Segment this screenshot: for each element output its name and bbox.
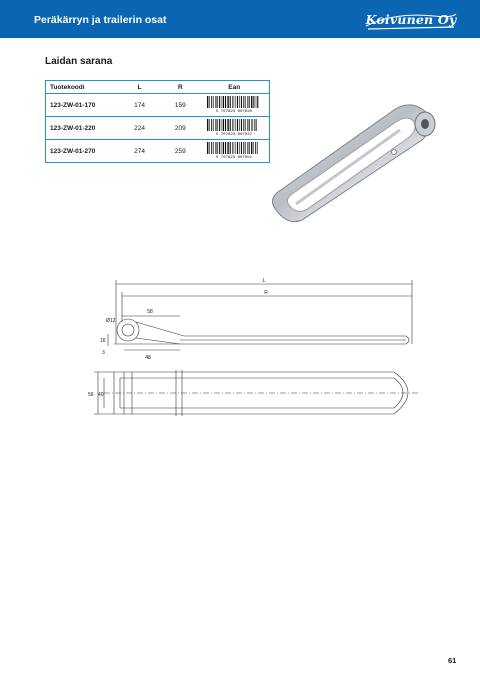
barcode-bar [210, 142, 211, 154]
row-code: 123-ZW-01-170 [46, 94, 119, 117]
barcode-bar [234, 142, 235, 154]
barcode-bar [249, 142, 250, 154]
barcode-bar [251, 119, 252, 131]
barcode-bar [223, 119, 224, 131]
row-l: 224 [118, 117, 161, 140]
barcode-bar [207, 96, 208, 108]
barcode-bar [215, 119, 216, 131]
barcode-bar [213, 119, 214, 131]
barcode-bar [245, 96, 246, 108]
barcode-bar [237, 96, 238, 108]
barcode-bar [240, 96, 241, 108]
company-logo [364, 10, 458, 32]
barcode-bar [217, 142, 218, 154]
section-title: Laidan sarana [45, 56, 113, 67]
barcode-bar [247, 119, 248, 131]
table-row [46, 117, 270, 140]
barcode-bar [225, 142, 226, 154]
dim-label-56: 56 [88, 392, 94, 398]
barcode-bar [240, 119, 241, 131]
barcode-bar [211, 96, 212, 108]
column-header-ean: Ean [200, 81, 270, 94]
dim-label-48: 48 [145, 355, 151, 361]
barcode-bar [207, 119, 208, 131]
barcode-number: 5 707823 007051 [216, 156, 253, 159]
barcode-bar [210, 119, 211, 131]
barcode-bar [240, 142, 241, 154]
column-header-code: Tuotekoodi [46, 81, 119, 94]
barcode-bar [221, 96, 222, 108]
page-header [0, 0, 480, 38]
logo-text: Koivunen Oy [365, 12, 457, 27]
barcode-bar [234, 96, 235, 108]
barcode-bar [215, 96, 216, 108]
column-header-l: L [118, 81, 161, 94]
barcode-number: 5 707823 007020 [216, 110, 253, 113]
row-l: 274 [118, 140, 161, 163]
barcode-bar [241, 119, 242, 131]
barcode-bar [237, 142, 238, 154]
barcode [204, 118, 264, 138]
row-l: 174 [118, 94, 161, 117]
barcode-bar [221, 119, 222, 131]
table-row [46, 140, 270, 163]
barcode-bar [244, 96, 245, 108]
barcode-bar [228, 142, 229, 154]
barcode-bar [249, 119, 250, 131]
dim-label-r: R [264, 290, 268, 296]
barcode-bar [254, 96, 255, 108]
page-number: 61 [448, 656, 457, 665]
dim-label-16: 16 [100, 338, 106, 344]
barcode-bar [232, 142, 233, 154]
row-code: 123-ZW-01-270 [46, 140, 119, 163]
barcode-bar [210, 96, 211, 108]
barcode-bar [228, 96, 229, 108]
barcode-bar [228, 119, 229, 131]
barcode-bar [245, 119, 246, 131]
barcode-bar [241, 142, 242, 154]
barcode-bar [241, 96, 242, 108]
barcode-bar [257, 119, 258, 131]
barcode-bar [254, 142, 255, 154]
barcode-graphic [204, 141, 264, 159]
barcode-bar [249, 96, 250, 108]
barcode-bar [247, 96, 248, 108]
barcode-bar [232, 119, 233, 131]
barcode-bar [207, 142, 208, 154]
dim-label-40: 40 [98, 392, 104, 398]
row-code: 123-ZW-01-220 [46, 117, 119, 140]
barcode-bar [217, 96, 218, 108]
row-ean [200, 140, 270, 163]
barcode-bar [253, 119, 254, 131]
technical-drawing [84, 272, 424, 442]
row-r: 259 [161, 140, 199, 163]
product-table [45, 80, 270, 163]
barcode-number: 5 707823 007037 [216, 133, 253, 136]
row-r: 159 [161, 94, 199, 117]
table-row [46, 94, 270, 117]
barcode-bar [237, 119, 238, 131]
barcode-bar [225, 96, 226, 108]
barcode-bar [223, 96, 224, 108]
dim-label-l: L [262, 278, 266, 284]
barcode-bar [234, 119, 235, 131]
barcode-bar [251, 96, 252, 108]
barcode-bar [232, 96, 233, 108]
barcode-bar [217, 119, 218, 131]
barcode-bar [215, 142, 216, 154]
barcode-bar [236, 96, 237, 108]
barcode-bar [219, 119, 220, 131]
column-header-r: R [161, 81, 199, 94]
barcode-bar [257, 96, 258, 108]
barcode-bar [255, 119, 256, 131]
barcode-bar [230, 142, 231, 154]
barcode-bar [236, 119, 237, 131]
barcode-bar [221, 142, 222, 154]
barcode-bar [211, 119, 212, 131]
barcode-bar [244, 119, 245, 131]
barcode [204, 141, 264, 161]
dim-label-3: 3 [102, 350, 105, 356]
barcode-bar [257, 142, 258, 154]
barcode [204, 95, 264, 115]
barcode-bar [213, 142, 214, 154]
hinge-product-photo [262, 100, 442, 230]
barcode-bar [230, 96, 231, 108]
barcode-graphic [204, 95, 264, 113]
row-ean [200, 94, 270, 117]
barcode-bar [213, 96, 214, 108]
barcode-bar [211, 142, 212, 154]
barcode-bar [251, 142, 252, 154]
barcode-bar [223, 142, 224, 154]
barcode-bar [255, 142, 256, 154]
barcode-bar [225, 119, 226, 131]
barcode-bar [219, 96, 220, 108]
barcode-graphic [204, 118, 264, 136]
header-title: Peräkärryn ja trailerin osat [34, 14, 167, 26]
dim-label-58: 58 [147, 309, 153, 315]
barcode-bar [230, 119, 231, 131]
row-ean [200, 117, 270, 140]
barcode-bar [236, 142, 237, 154]
barcode-bar [256, 96, 257, 108]
barcode-bar [244, 142, 245, 154]
barcode-bar [247, 142, 248, 154]
dim-label-12: Ø12 [106, 318, 116, 324]
table-header-row [46, 81, 270, 94]
row-r: 209 [161, 117, 199, 140]
barcode-bar [219, 142, 220, 154]
barcode-bar [245, 142, 246, 154]
